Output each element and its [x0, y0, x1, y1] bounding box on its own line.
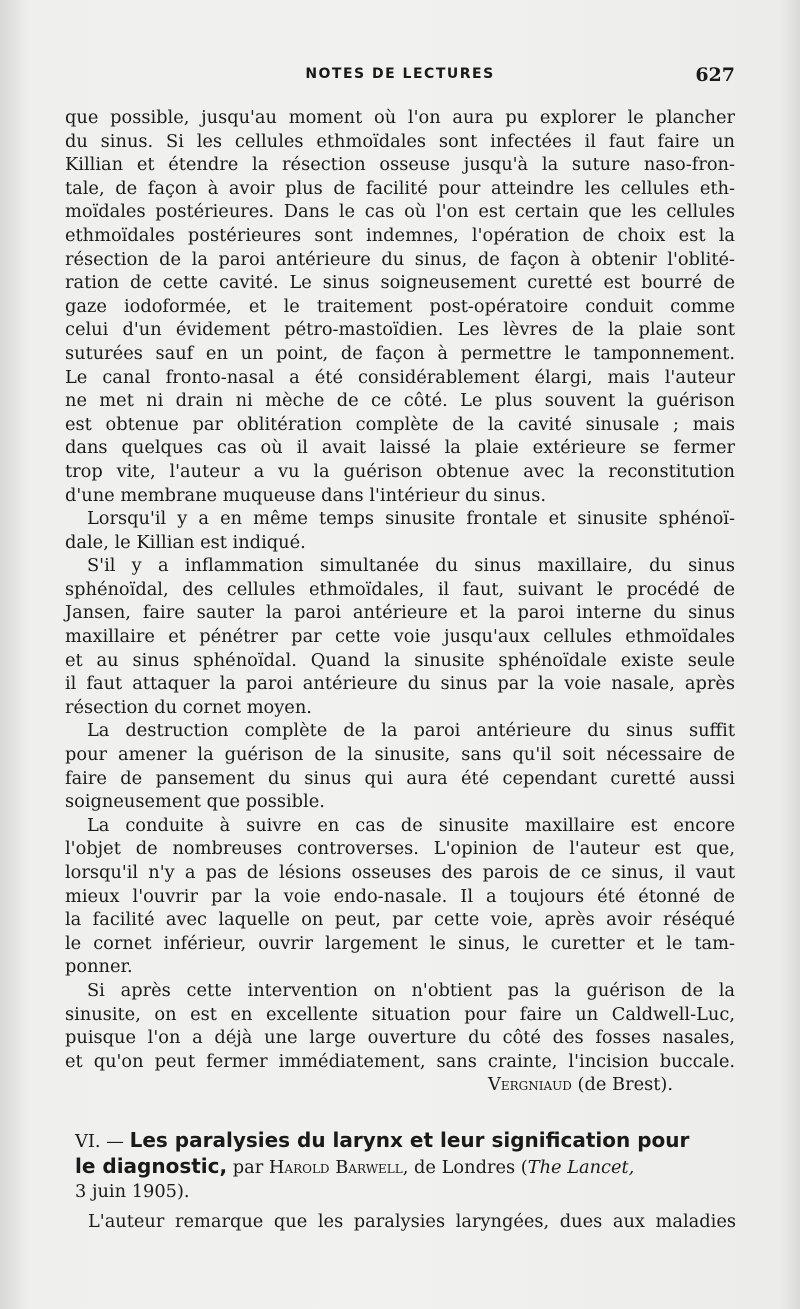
text-line: dale, le Killian est indiqué.: [65, 531, 306, 553]
text-line: il faut attaquer la paroi antérieure du sinus par la voie nasale, après: [65, 673, 735, 695]
text-line: S'il y a inflammation simultanée du sinus maxillaire, du sinus: [87, 555, 735, 577]
text-line: moïdales postérieures. Dans le cas où l'on est certain que les cellules: [65, 201, 735, 223]
text-line: résection du cornet moyen.: [65, 696, 312, 718]
section-origin: , de Londres (: [402, 1157, 528, 1178]
text-line: et qu'on peut fermer immédiatement, sans crainte, l'incision buccale.: [65, 1050, 735, 1072]
running-title: NOTES DE LECTURES: [305, 66, 495, 82]
section-body: [88, 1210, 736, 1234]
text-line: Jansen, faire sauter la paroi antérieure et la paroi interne du sinus: [65, 602, 735, 624]
text-line: ponner.: [65, 956, 133, 978]
text-line: trop vite, l'auteur a vu la guérison obtenue avec la reconstitution: [65, 460, 735, 482]
section-journal: The Lancet,: [527, 1157, 635, 1178]
text-line: celui d'un évidement pétro-mastoïdien. Les lèvres de la plaie sont: [65, 319, 735, 341]
text-line: lorsqu'il n'y a pas de lésions osseuses des parois de ce sinus, il vaut: [65, 862, 735, 883]
text-line: La destruction complète de la paroi antérieure du sinus suffit: [87, 720, 735, 742]
text-line: le cornet inférieur, ouvrir largement le sinus, le curetter et le tam-: [65, 932, 735, 954]
paragraph-5: [65, 814, 735, 979]
text-line: ration de cette cavité. Le sinus soigneusement curetté est bourré de: [65, 272, 735, 294]
paragraph-2: [65, 507, 735, 554]
text-line: la facilité avec laquelle on peut, par cette voie, après avoir réséqué: [65, 909, 735, 931]
text-line: Le canal fronto-nasal a été considérablement élargi, mais l'auteur: [65, 366, 735, 388]
text-line: puisque l'on a déjà une large ouverture du côté des fosses nasales,: [65, 1027, 735, 1049]
text-line: ne met ni drain ni mèche de ce côté. Le plus souvent la guérison: [65, 390, 735, 412]
section-heading: [75, 1128, 735, 1204]
text-line: faire de pansement du sinus qui aura été cependant curetté aussi: [65, 767, 735, 789]
section-numeral: VI. —: [75, 1131, 124, 1152]
section-title-line-2: le diagnostic,: [75, 1154, 228, 1178]
section-title-line-1: Les paralysies du larynx et leur signification pour: [129, 1128, 690, 1152]
text-line: du sinus. Si les cellules ethmoïdales sont infectées il faut faire un: [65, 130, 735, 152]
text-line: mieux l'ouvrir par la voie endo-nasale. Il a toujours été étonné de: [65, 885, 735, 907]
text-line: suturées sauf en un point, de façon à permettre le tamponnement.: [65, 342, 735, 364]
text-line: est obtenue par oblitération complète de la cavité sinusale ; mais: [65, 413, 735, 435]
text-line: tale, de façon à avoir plus de facilité pour atteindre les cellules eth-: [65, 177, 735, 199]
text-line: ethmoïdales postérieures sont indemnes, l'opération de choix est la: [65, 224, 735, 246]
text-line: sphénoïdal, des cellules ethmoïdales, il faut, suivant le procédé de: [65, 578, 735, 600]
text-line: d'une membrane muqueuse dans l'intérieur du sinus.: [65, 484, 547, 506]
text-line: résection de la paroi antérieure du sinus, de façon à obtenir l'oblité-: [65, 248, 735, 270]
text-line: La conduite à suivre en cas de sinusite maxillaire est encore: [87, 814, 735, 836]
page-number: 627: [695, 64, 735, 86]
section-author: Harold Barwell: [268, 1157, 403, 1178]
paragraph-1: [65, 106, 735, 507]
running-head: [65, 64, 735, 88]
text-line: pour amener la guérison de la sinusite, sans qu'il soit nécessaire de: [65, 744, 735, 766]
text-line: Si après cette intervention on n'obtient pas la guérison de la: [87, 979, 735, 1001]
body-text: [65, 106, 735, 1097]
text-line: Killian et étendre la résection osseuse jusqu'à la suture naso-fron-: [65, 154, 735, 176]
text-line: soigneusement que possible.: [65, 791, 325, 813]
text-line: sinusite, on est en excellente situation pour faire un Caldwell-Luc,: [65, 1003, 735, 1025]
signature: [65, 1073, 735, 1097]
text-line: Lorsqu'il y a en même temps sinusite frontale et sinusite sphénoï-: [87, 508, 735, 530]
text-line: que possible, jusqu'au moment où l'on aura pu explorer le plancher: [65, 107, 735, 128]
paragraph-3: [65, 554, 735, 719]
text-line: l'objet de nombreuses controverses. L'opinion de l'auteur est que,: [65, 838, 735, 860]
paragraph-4: [65, 719, 735, 813]
paragraph-6: [65, 979, 735, 1073]
section-title-by: par: [227, 1157, 269, 1178]
text-line: et au sinus sphénoïdal. Quand la sinusite sphénoïdale existe seule: [65, 649, 735, 671]
text-line: dans quelques cas où il avait laissé la plaie extérieure se fermer: [65, 437, 735, 459]
signature-author: Vergniaud: [488, 1074, 572, 1096]
text-line: gaze iodoformée, et le traitement post-opératoire conduit comme: [65, 295, 735, 317]
text-line: maxillaire et pénétrer par cette voie jusqu'aux cellules ethmoïdales: [65, 626, 735, 648]
section-date: 3 juin 1905).: [75, 1181, 190, 1202]
text-line: L'auteur remarque que les paralysies laryngées, dues aux maladies: [88, 1211, 736, 1232]
signature-location: (de Brest).: [577, 1074, 673, 1096]
